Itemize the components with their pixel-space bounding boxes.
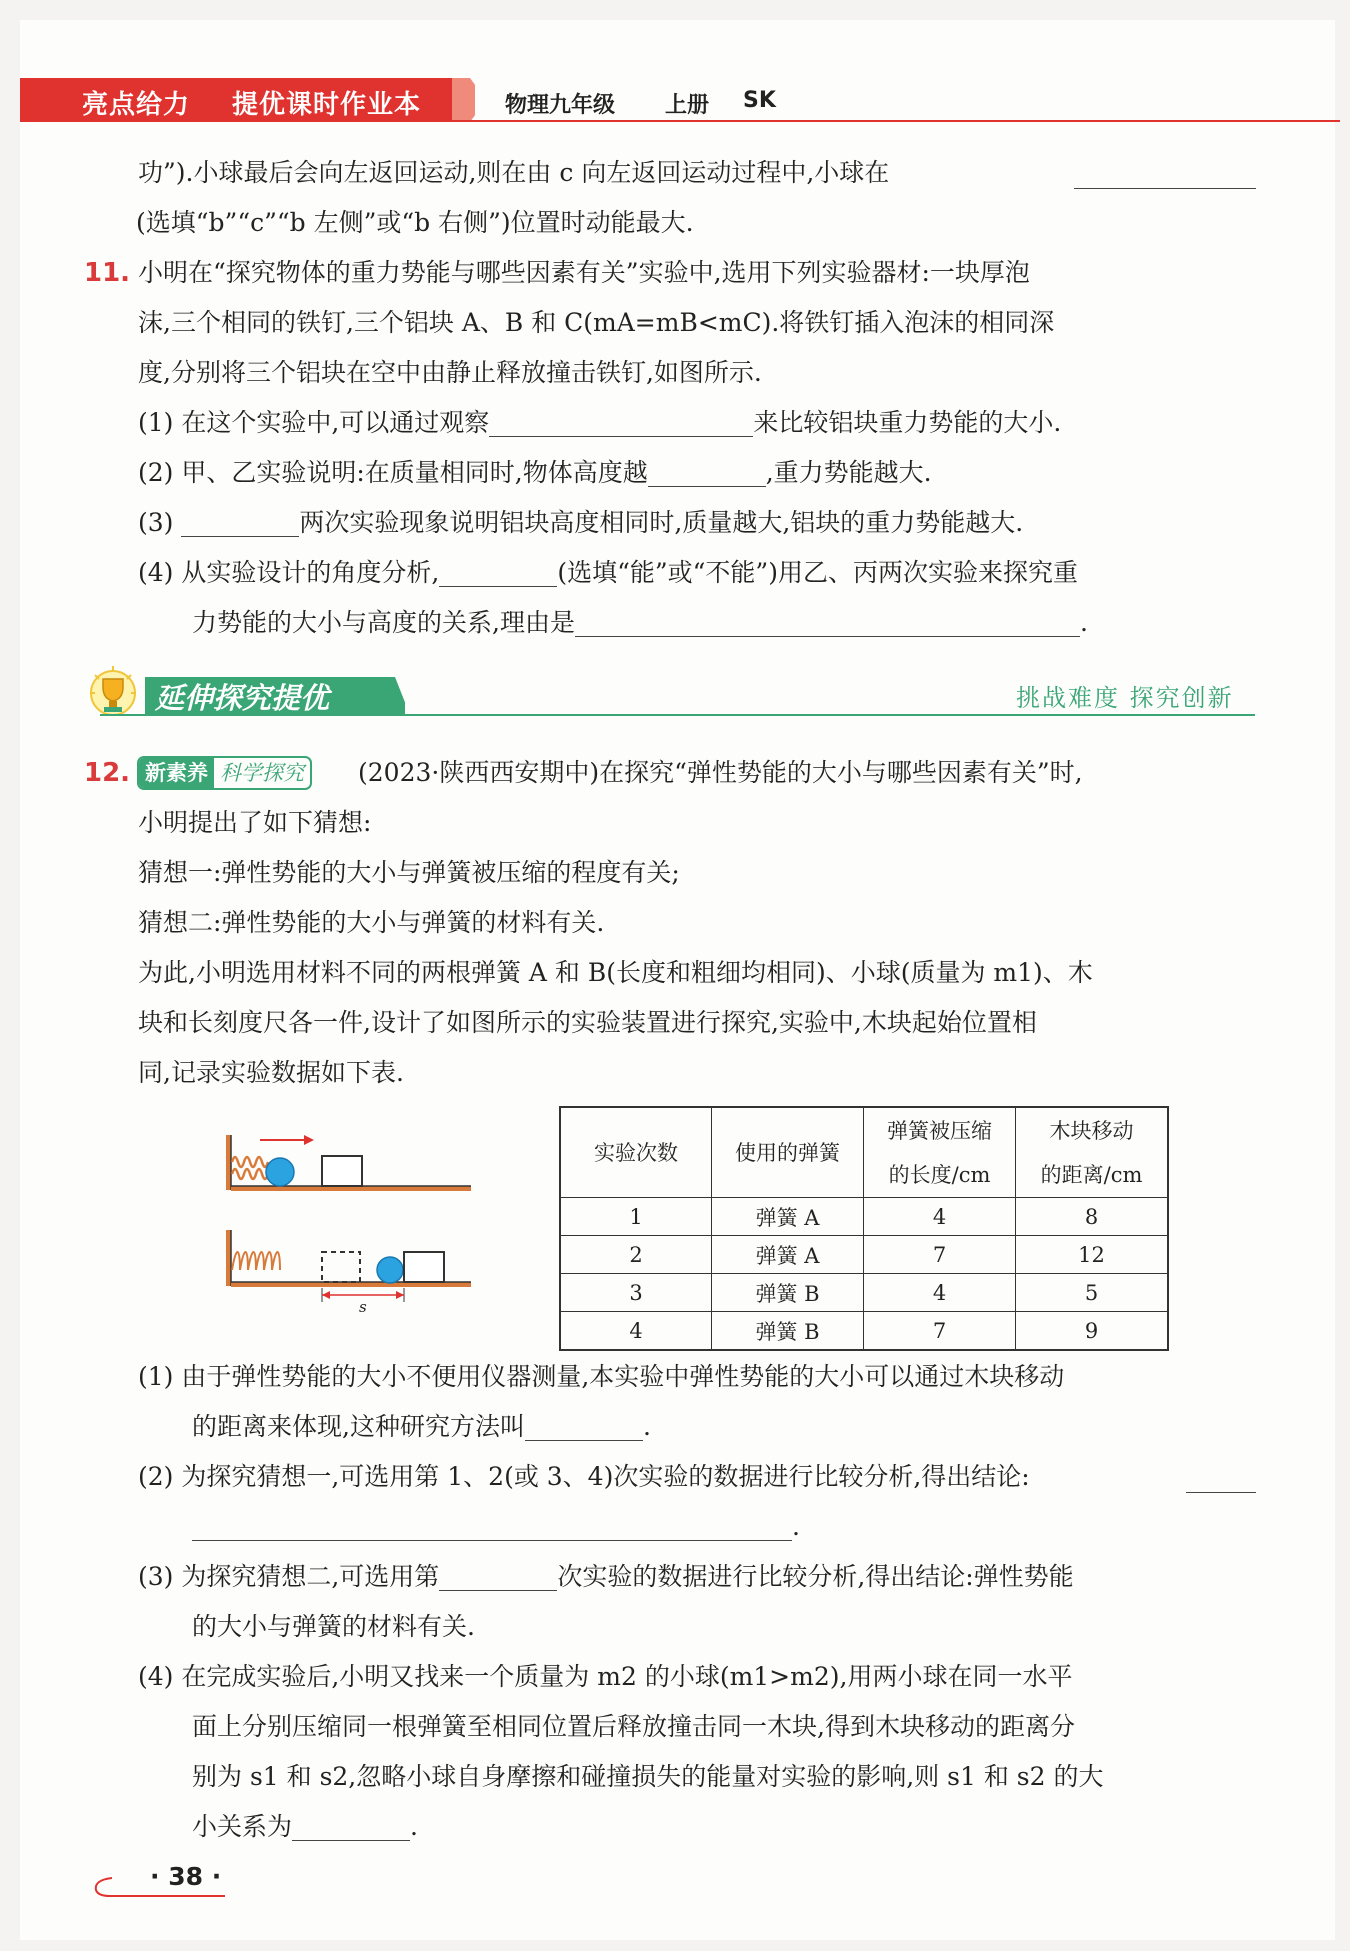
q11-part-1-text: (1) 在这个实验中,可以通过观察 [138, 408, 490, 437]
header-volume: 上册 [665, 93, 710, 118]
cell-compression: 4 [864, 1274, 1016, 1312]
q11-part-1-text-end: 来比较铝块重力势能的大小. [753, 408, 1062, 437]
header-subject: 物理九年级 [505, 93, 616, 118]
page-number: · 38 · [150, 1862, 222, 1891]
col-header-compression-l1: 弹簧被压缩 [887, 1118, 992, 1143]
q11-part-2-text-end: ,重力势能越大. [765, 458, 932, 487]
q12-part-3 [138, 1552, 1074, 1602]
q12-part-4-blank[interactable] [292, 1812, 410, 1841]
q12-hypothesis-2: 猜想二:弹性势能的大小与弹簧的材料有关. [138, 908, 605, 937]
cell-spring: 弹簧 A [712, 1236, 864, 1274]
cell-distance: 12 [1016, 1236, 1169, 1274]
q11-part-3-text: 两次实验现象说明铝块高度相同时,质量越大,铝块的重力势能越大. [299, 508, 1024, 537]
q12-part-1-blank[interactable] [525, 1412, 643, 1441]
q12-part-3-cont: 的大小与弹簧的材料有关. [192, 1612, 475, 1641]
q12-part-1-cont [192, 1402, 651, 1452]
q11-part-4-text: (4) 从实验设计的角度分析, [138, 558, 440, 587]
header-edition: SK [743, 88, 776, 113]
q12-part-4: (4) 在完成实验后,小明又找来一个质量为 m2 的小球(m1>m2),用两小球在同一水平 [138, 1662, 1073, 1691]
q10-line-2: (选填“b”“c”“b 左侧”或“b 右侧”)位置时动能最大. [136, 208, 694, 237]
q12-part-4-line-3: 别为 s1 和 s2,忽略小球自身摩擦和碰撞损失的能量对实验的影响,则 s1 和 s2 的大 [192, 1762, 1104, 1791]
cell-distance: 5 [1016, 1274, 1169, 1312]
table-row [560, 1312, 1168, 1351]
q12-part-1-text: 的距离来体现,这种研究方法叫 [192, 1412, 525, 1441]
q10-line-1 [138, 148, 889, 198]
q11-part-4-blank[interactable] [439, 558, 557, 587]
q12-part-4-line-4 [192, 1802, 418, 1852]
q11-stem-line-1: 小明在“探究物体的重力势能与哪些因素有关”实验中,选用下列实验器材:一块厚泡 [138, 258, 1030, 287]
cell-spring: 弹簧 B [712, 1274, 864, 1312]
cell-compression: 4 [864, 1198, 1016, 1236]
cell-distance: 8 [1016, 1198, 1169, 1236]
q11-part-3-blank[interactable] [181, 508, 299, 537]
q11-part-2-text: (2) 甲、乙实验说明:在质量相同时,物体高度越 [138, 458, 648, 487]
cell-distance: 9 [1016, 1312, 1169, 1351]
q12-stem-line-6: 块和长刻度尺各一件,设计了如图所示的实验装置进行探究,实验中,木块起始位置相 [138, 1008, 1037, 1037]
q10-answer-blank[interactable] [1074, 160, 1256, 189]
badge-new-literacy: 新素养 [139, 758, 214, 788]
distance-label: s [359, 1298, 367, 1315]
q12-hypothesis-1: 猜想一:弹性势能的大小与弹簧被压缩的程度有关; [138, 858, 680, 887]
header-brand-name: 亮点给力 [82, 90, 191, 120]
header-rule [20, 120, 1340, 122]
table-header-row [560, 1107, 1168, 1198]
data-table [559, 1106, 1169, 1351]
q12-part-4-line-2: 面上分别压缩同一根弹簧至相同位置后释放撞击同一木块,得到木块移动的距离分 [192, 1712, 1075, 1741]
q11-part-3-label: (3) [138, 508, 174, 537]
col-header-distance-l1: 木块移动 [1049, 1118, 1134, 1143]
q11-part-4-reason-blank[interactable] [575, 608, 1080, 637]
cell-trial: 3 [560, 1274, 712, 1312]
col-header-trial: 实验次数 [560, 1107, 712, 1198]
cell-spring: 弹簧 B [712, 1312, 864, 1351]
q12-literacy-badge [137, 756, 312, 790]
q11-part-3 [138, 498, 1023, 548]
spring-experiment-figure [222, 1130, 472, 1315]
q12-part-3-text-2: 次实验的数据进行比较分析,得出结论:弹性势能 [557, 1562, 1074, 1591]
q11-part-4-end: . [1079, 608, 1088, 637]
col-header-distance-l2: 的距离/cm [1040, 1162, 1143, 1187]
col-header-distance [1016, 1107, 1169, 1198]
q12-number: 12. [84, 758, 131, 788]
q10-text-1: 功”).小球最后会向左返回运动,则在由 c 向左返回运动过程中,小球在 [138, 158, 890, 187]
cell-spring: 弹簧 A [712, 1198, 864, 1236]
q11-part-1-blank[interactable] [489, 408, 753, 437]
q12-part-4-end: . [410, 1812, 418, 1841]
q12-part-3-text: (3) 为探究猜想二,可选用第 [138, 1562, 440, 1591]
q11-part-4 [138, 548, 1078, 598]
q11-stem-line-3: 度,分别将三个铝块在空中由静止释放撞击铁钉,如图所示. [138, 358, 762, 387]
cell-compression: 7 [864, 1236, 1016, 1274]
q12-stem-line-2: 小明提出了如下猜想: [138, 808, 372, 837]
table-row [560, 1236, 1168, 1274]
q12-part-3-blank[interactable] [439, 1562, 557, 1591]
q12-part-1: (1) 由于弹性势能的大小不便用仪器测量,本实验中弹性势能的大小可以通过木块移动 [138, 1362, 1065, 1391]
q12-part-2-cont [192, 1502, 800, 1552]
table-row [560, 1274, 1168, 1312]
q12-part-2: (2) 为探究猜想一,可选用第 1、2(或 3、4)次实验的数据进行比较分析,得出结论: [138, 1462, 1030, 1491]
header-brand-subtitle: 提优课时作业本 [232, 90, 422, 120]
q12-part-2-blank-b[interactable] [192, 1512, 792, 1541]
q11-part-4-cont [192, 598, 1088, 648]
q11-part-2 [138, 448, 932, 498]
q11-part-4-text-3: 力势能的大小与高度的关系,理由是 [192, 608, 575, 637]
q12-stem-line-5: 为此,小明选用材料不同的两根弹簧 A 和 B(长度和粗细均相同)、小球(质量为 m1)、木 [138, 958, 1093, 987]
section-tagline: 挑战难度 探究创新 [1016, 684, 1234, 712]
q12-stem-line-7: 同,记录实验数据如下表. [138, 1058, 404, 1087]
badge-science-inquiry: 科学探究 [220, 761, 304, 785]
q12-stem-line-1: (2023·陕西西安期中)在探究“弹性势能的大小与哪些因素有关”时, [358, 758, 1083, 787]
cell-trial: 4 [560, 1312, 712, 1351]
table-row [560, 1198, 1168, 1236]
q12-part-2-blank-a[interactable] [1186, 1464, 1256, 1493]
q11-part-2-blank[interactable] [648, 458, 766, 487]
q12-part-2-end: . [792, 1512, 800, 1541]
q11-number: 11. [84, 258, 131, 288]
col-header-spring: 使用的弹簧 [712, 1107, 864, 1198]
q11-stem-line-2: 沫,三个相同的铁钉,三个铝块 A、B 和 C(mA=mB<mC).将铁钉插入泡沫的相同深 [138, 308, 1055, 337]
q12-part-1-end: . [642, 1412, 651, 1441]
cell-trial: 2 [560, 1236, 712, 1274]
col-header-compression [864, 1107, 1016, 1198]
q12-part-4-text: 小关系为 [192, 1812, 293, 1841]
section-title: 延伸探究提优 [155, 681, 330, 715]
q11-part-4-text-2: (选填“能”或“不能”)用乙、丙两次实验来探究重 [557, 558, 1078, 587]
q11-part-1 [138, 398, 1061, 448]
col-header-compression-l2: 的长度/cm [888, 1162, 991, 1187]
cell-compression: 7 [864, 1312, 1016, 1351]
cell-trial: 1 [560, 1198, 712, 1236]
